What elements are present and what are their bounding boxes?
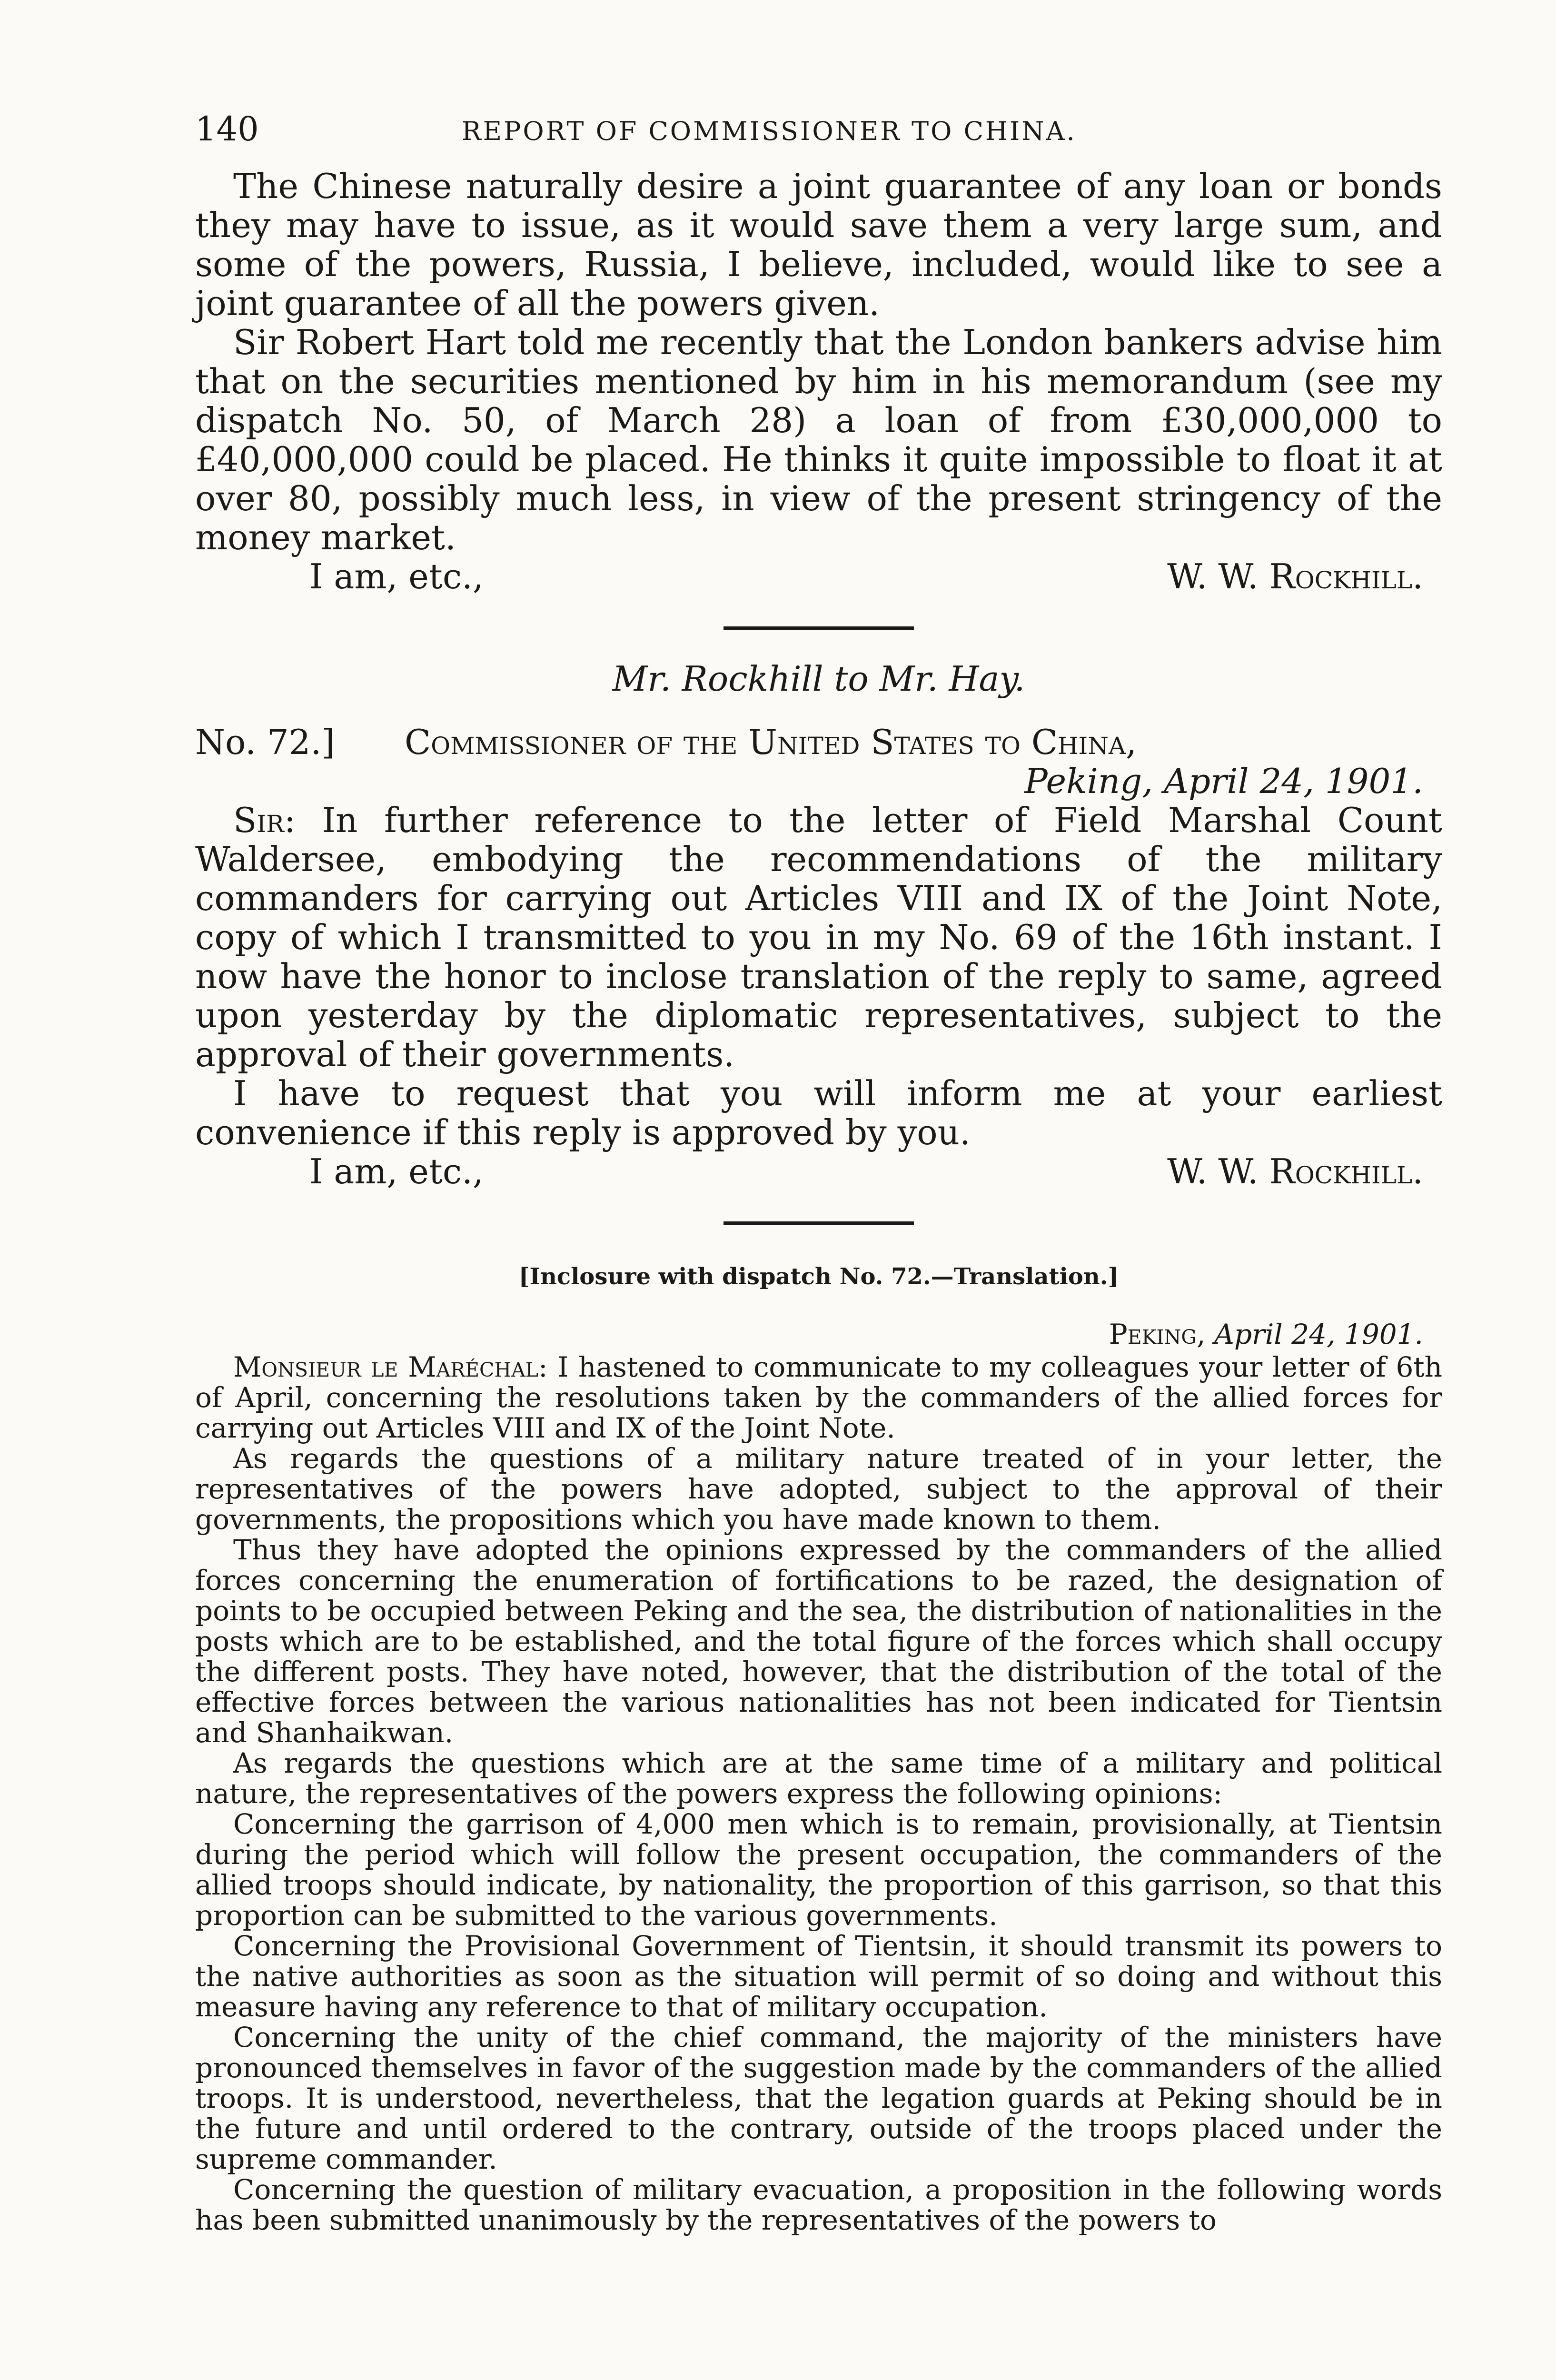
letter1-paragraph-2: Sir Robert Hart told me recently that the London bankers advise him that on the securities mentioned by him in his memorandum (see my dispatch No. 50, of March 28) a loan of from £30,000,000 to £40,000,000 could be placed. He thinks it quite impossible to float it at over 80, possibly much less, in view of the present stringency of the money market.	[195, 322, 1442, 557]
letter1-paragraph-1: The Chinese naturally desire a joint guarantee of any loan or bonds they may have to issue, as it would save them a very large sum, and some of the powers, Russia, I believe, included, would like to see a joint guarantee of all the powers given.	[195, 166, 1442, 323]
inclosure-paragraph: Concerning the question of military evacuation, a proposition in the following words has been submitted unanimously by the representatives of the powers to	[195, 2173, 1442, 2236]
inclosure-heading: [Inclosure with dispatch No. 72.—Translation.]	[518, 1263, 1119, 1290]
page-number: 140	[195, 109, 259, 149]
letter2-paragraph-1	[195, 801, 1442, 1074]
letter2-date: April 24, 1901.	[1164, 761, 1423, 801]
letter1-signature: W. W. Rockhill.	[1167, 556, 1423, 596]
inclosure-dateline	[195, 1319, 1442, 1350]
inclosure-paragraph-1	[195, 1352, 1442, 1443]
inclosure-paragraph: Concerning the Provisional Government of Tientsin, it should transmit its powers to the native authorities as soon as the situation will permit of so doing and without this measure having any reference to that of military occupation.	[195, 1930, 1442, 2023]
letter2-docket	[195, 723, 1442, 762]
dispatch-number: No. 72.]	[195, 722, 335, 762]
inclosure-place: Peking,	[1109, 1318, 1206, 1350]
letter2-place: Peking,	[1024, 761, 1153, 801]
inclosure-paragraph: As regards the questions of a military nature treated of in your letter, the representatives of the powers have adopted, subject to the approval of their governments, the propositions which you have made known to them.	[195, 1442, 1442, 1536]
inclosure-date: April 24, 1901.	[1214, 1318, 1423, 1350]
letter2-signature-line	[195, 1152, 1442, 1193]
inclosure-paragraph: As regards the questions which are at the same time of a military and political nature, the representatives of the powers express the following opinions:	[195, 1747, 1442, 1810]
inclosure-paragraph: Concerning the unity of the chief command, the majority of the ministers have pronounced themselves in favor of the suggestion made by the commanders of the allied troops. It is understood, nevertheless, that the legation guards at Peking should be in the future and until ordered to the contrary, outside of the troops placed under the supreme commander.	[195, 2021, 1442, 2175]
letter2-title: Mr. Rockhill to Mr. Hay.	[612, 659, 1025, 699]
sender-office: Commissioner of the United States to China,	[405, 722, 1137, 762]
letter2-salutation: Sir:	[233, 800, 296, 840]
section-divider	[723, 626, 914, 630]
inclosure-paragraph-1-text: I hastened to communicate to my colleagues your letter of 6th of April, concerning the resolutions taken by the commanders of the allied forces for carrying out Articles VIII and IX of the Joint Note.	[195, 1351, 1443, 1444]
letter2-paragraph-1-text: In further reference to the letter of Field Marshal Count Waldersee, embodying the recommendations of the military commanders for carrying out Articles VIII and IX of the Joint Note, copy of which I transmitted to you in my No. 69 of the 16th instant. I now have the honor to inclose translation of the reply to same, agreed upon yesterday by the diplomatic representatives, subject to the approval of their governments.	[195, 800, 1442, 1074]
running-head	[195, 109, 1442, 167]
document-page	[195, 109, 1442, 2235]
letter1-closing: I am, etc.,	[309, 556, 484, 596]
inclosure-salutation: Monsieur le Maréchal:	[233, 1351, 548, 1383]
inclosure-paragraph: Concerning the garrison of 4,000 men which is to remain, provisionally, at Tientsin during the period which will follow the present occupation, the commanders of the allied troops should indicate, by nationality, the proportion of this garrison, so that this proportion can be submitted to the various governments.	[195, 1808, 1442, 1932]
section-divider-2	[723, 1221, 914, 1225]
letter2-signature: W. W. Rockhill.	[1167, 1151, 1423, 1191]
letter2-closing: I am, etc.,	[309, 1151, 484, 1191]
letter2-paragraph-2: I have to request that you will inform me at your earliest convenience if this reply is approved by you.	[195, 1073, 1442, 1152]
running-title: REPORT OF COMMISSIONER TO CHINA.	[462, 116, 1077, 146]
letter1-signature-line	[195, 557, 1442, 598]
letter2-dateline	[195, 762, 1442, 801]
inclosure-paragraph: Thus they have adopted the opinions expressed by the commanders of the allied forces concerning the enumeration of fortifications to be razed, the designation of points to be occupied between Peking and the sea, the distribution of nationalities in the posts which are to be established, and the total figure of the forces which shall occupy the different posts. They have noted, however, that the distribution of the total of the effective forces between the various nationalities has not been indicated for Tientsin and Shanhaikwan.	[195, 1534, 1442, 1749]
